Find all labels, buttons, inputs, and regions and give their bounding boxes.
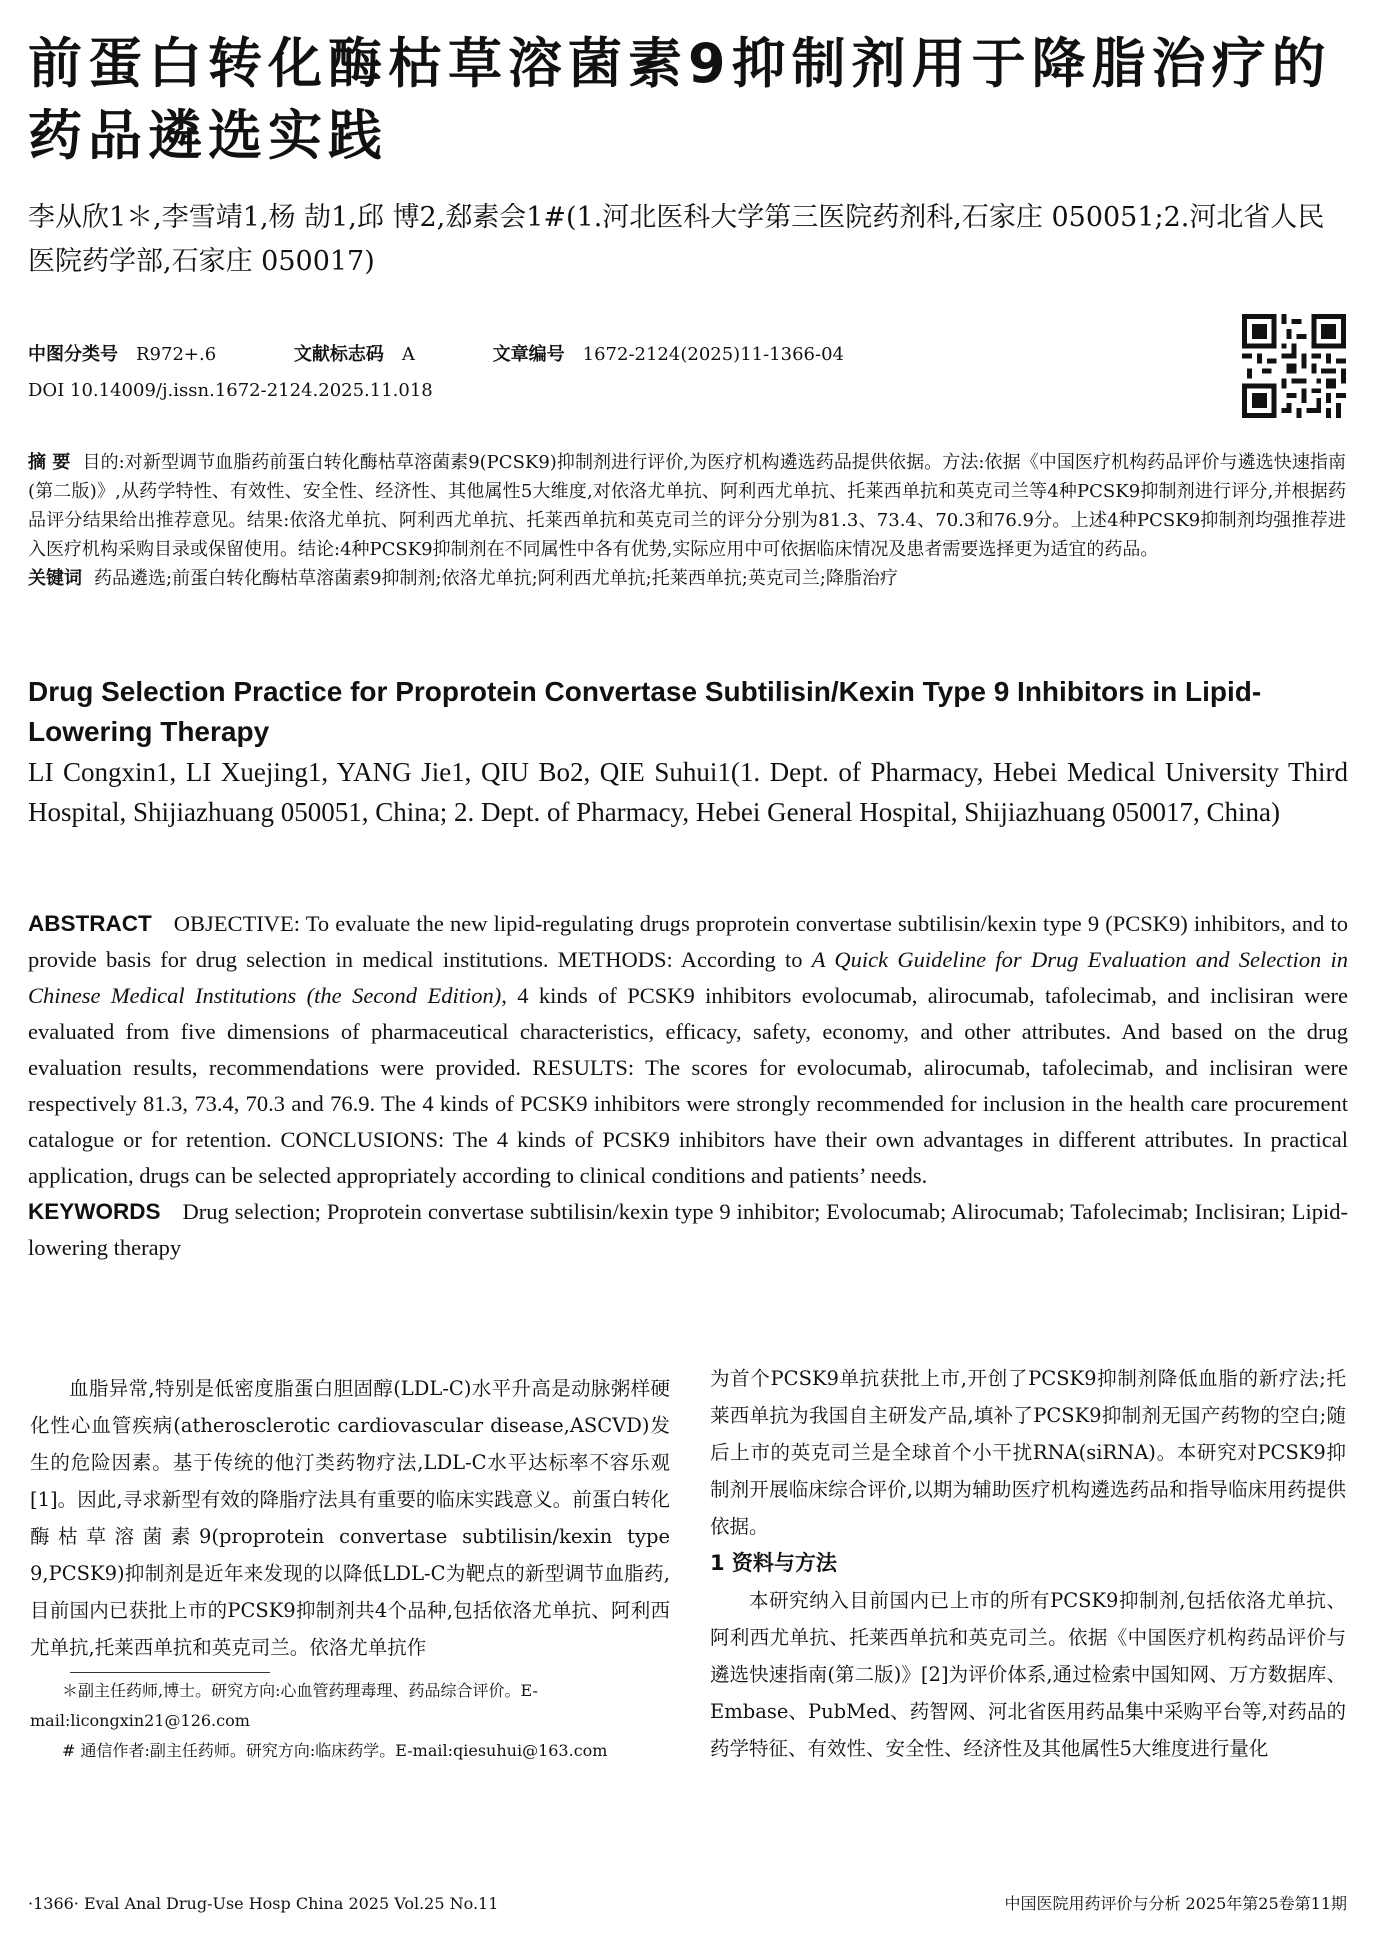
english-abstract: [28, 906, 1348, 1266]
article-number-label: 文章编号: [492, 344, 565, 365]
classification-row: [28, 342, 844, 368]
article-title: 前蛋白转化酶枯草溶菌素9抑制剂用于降脂治疗的药品遴选实践: [28, 32, 1332, 167]
section-heading: 1 资料与方法: [710, 1551, 837, 1575]
doc-label: 文献标志码: [293, 344, 384, 365]
intro-paragraph: 血脂异常,特别是低密度脂蛋白胆固醇(LDL-C)水平升高是动脉粥样硬化性心血管疾病(atherosclerotic cardiovascular disease,ASCVD)发生的危险因素。基于传统的他汀类药物疗法,LDL-C水平达标率不容乐观[1]。因此,寻求新型有效的降脂疗法具有重要的临床实践意义。前蛋白转化酶枯草溶菌素9(proprotein convertase subtilisin/kexin type 9,PCSK9)抑制剂是近年来发现的以降低LDL-C为靶点的新型调节血脂药,目前国内已获批上市的PCSK9抑制剂共4个品种,包括依洛尤单抗、阿利西尤单抗,托莱西单抗和英克司兰。依洛尤单抗作: [30, 1377, 670, 1659]
english-authors: LI Congxin1, LI Xuejing1, YANG Jie1, QIU Bo2, QIE Suhui1(1. Dept. of Pharmacy, Hebei Medical University Third Hospital, Shijiazhuang 050051, China; 2. Dept. of Pharmacy, Hebei General Hospital, Shijiazhuang 050017, China): [28, 757, 1348, 827]
footer-left: ·1366· Eval Anal Drug-Use Hosp China 2025 Vol.25 No.11: [28, 1894, 499, 1913]
keywords-text-en: Drug selection; Proprotein convertase subtilisin/kexin type 9 inhibitor; Evolocumab; Alirocumab; Tafolecimab; Inclisiran; Lipid-lowering therapy: [28, 1199, 1348, 1260]
abstract-label: 摘 要: [28, 452, 71, 473]
footnote-1: ＊副主任药师,博士。研究方向:心血管药理毒理、药品综合评价。E-mail:licongxin21@126.com: [30, 1681, 538, 1730]
footnote-2: # 通信作者:副主任药师。研究方向:临床药学。E-mail:qiesuhui@163.com: [62, 1741, 608, 1760]
author-list: 李从欣1＊,李雪靖1,杨 劼1,邱 博2,郄素会1#(1.河北医科大学第三医院药剂科,石家庄 050051;2.河北省人民医院药学部,石家庄 050017): [28, 202, 1325, 277]
footer-right: 中国医院用药评价与分析 2025年第25卷第11期: [1004, 1894, 1347, 1913]
abstract-label-en: ABSTRACT: [28, 911, 152, 936]
abstract-text-en-1: OBJECTIVE: To evaluate the new lipid-regulating drugs proprotein convertase subtilisin/kexin type 9 (PCSK9) inhibitors, and to provide basis for drug selection in medical institutions. METHODS: According to: [28, 911, 1348, 972]
keywords-label-en: KEYWORDS: [28, 1199, 161, 1224]
methods-paragraph: 本研究纳入目前国内已上市的所有PCSK9抑制剂,包括依洛尤单抗、阿利西尤单抗、托莱西单抗和英克司兰。依据《中国医疗机构药品评价与遴选快速指南(第二版)》[2]为评价体系,通过检索中国知网、万方数据库、Embase、PubMed、药智网、河北省医用药品集中采购平台等,对药品的药学特征、有效性、安全性、经济性及其他属性5大维度进行量化: [710, 1589, 1346, 1760]
english-title: Drug Selection Practice for Proprotein Convertase Subtilisin/Kexin Type 9 Inhibitors in Lipid-Lowering Therapy: [28, 676, 1262, 747]
abstract-text-en-2: , 4 kinds of PCSK9 inhibitors evolocumab, alirocumab, tafolecimab, and inclisiran were evaluated from five dimensions of pharmaceutical characteristics, efficacy, safety, economy, and other attributes. And based on the drug evaluation results, recommendations were provided. RESULTS: The scores for evolocumab, alirocumab, tafolecimab, and inclisiran were respectively 81.3, 73.4, 70.3 and 76.9. The 4 kinds of PCSK9 inhibitors were strongly recommended for inclusion in the health care procurement catalogue or for retention. CONCLUSIONS: The 4 kinds of PCSK9 inhibitors have their own advantages in different attributes. In practical application, drugs can be selected appropriately according to clinical conditions and patients’ needs.: [28, 983, 1348, 1188]
body-column-left: [30, 1370, 670, 1666]
doi: DOI 10.14009/j.issn.1672-2124.2025.11.018: [28, 380, 433, 401]
clc-value: R972+.6: [136, 344, 217, 365]
body-column-right: [710, 1360, 1346, 1767]
article-number-value: 1672-2124(2025)11-1366-04: [582, 344, 844, 365]
abstract-text: 目的:对新型调节血脂药前蛋白转化酶枯草溶菌素9(PCSK9)抑制剂进行评价,为医疗机构遴选药品提供依据。方法:依据《中国医疗机构药品评价与遴选快速指南(第二版)》,从药学特性、有效性、安全性、经济性、其他属性5大维度,对依洛尤单抗、阿利西尤单抗、托莱西单抗和英克司兰等4种PCSK9抑制剂进行评分,并根据药品评分结果给出推荐意见。结果:依洛尤单抗、阿利西尤单抗、托莱西单抗和英克司兰的评分分别为81.3、73.4、70.3和76.9分。上述4种PCSK9抑制剂均强推荐进入医疗机构采购目录或保留使用。结论:4种PCSK9抑制剂在不同属性中各有优势,实际应用中可依据临床情况及患者需要选择更为适宜的药品。: [28, 452, 1346, 560]
guideline-title: A Quick Guideline for Drug Evaluation and Selection in Chinese Medical Institutions (the Second Edition): [28, 947, 1348, 1008]
intro-paragraph-cont: 为首个PCSK9单抗获批上市,开创了PCSK9抑制剂降低血脂的新疗法;托莱西单抗为我国自主研发产品,填补了PCSK9抑制剂无国产药物的空白;随后上市的英克司兰是全球首个小干扰RNA(siRNA)。本研究对PCSK9抑制剂开展临床综合评价,以期为辅助医疗机构遴选药品和指导临床用药提供依据。: [710, 1367, 1346, 1538]
footnotes: [30, 1676, 670, 1766]
clc-label: 中图分类号: [28, 344, 118, 365]
keywords-label: 关键词: [28, 568, 82, 589]
keywords-text: 药品遴选;前蛋白转化酶枯草溶菌素9抑制剂;依洛尤单抗;阿利西尤单抗;托莱西单抗;英克司兰;降脂治疗: [94, 568, 898, 589]
qr-code-icon[interactable]: [1242, 314, 1346, 418]
doc-value: A: [401, 344, 415, 365]
footnote-divider: [70, 1672, 270, 1673]
chinese-abstract: [28, 448, 1346, 593]
